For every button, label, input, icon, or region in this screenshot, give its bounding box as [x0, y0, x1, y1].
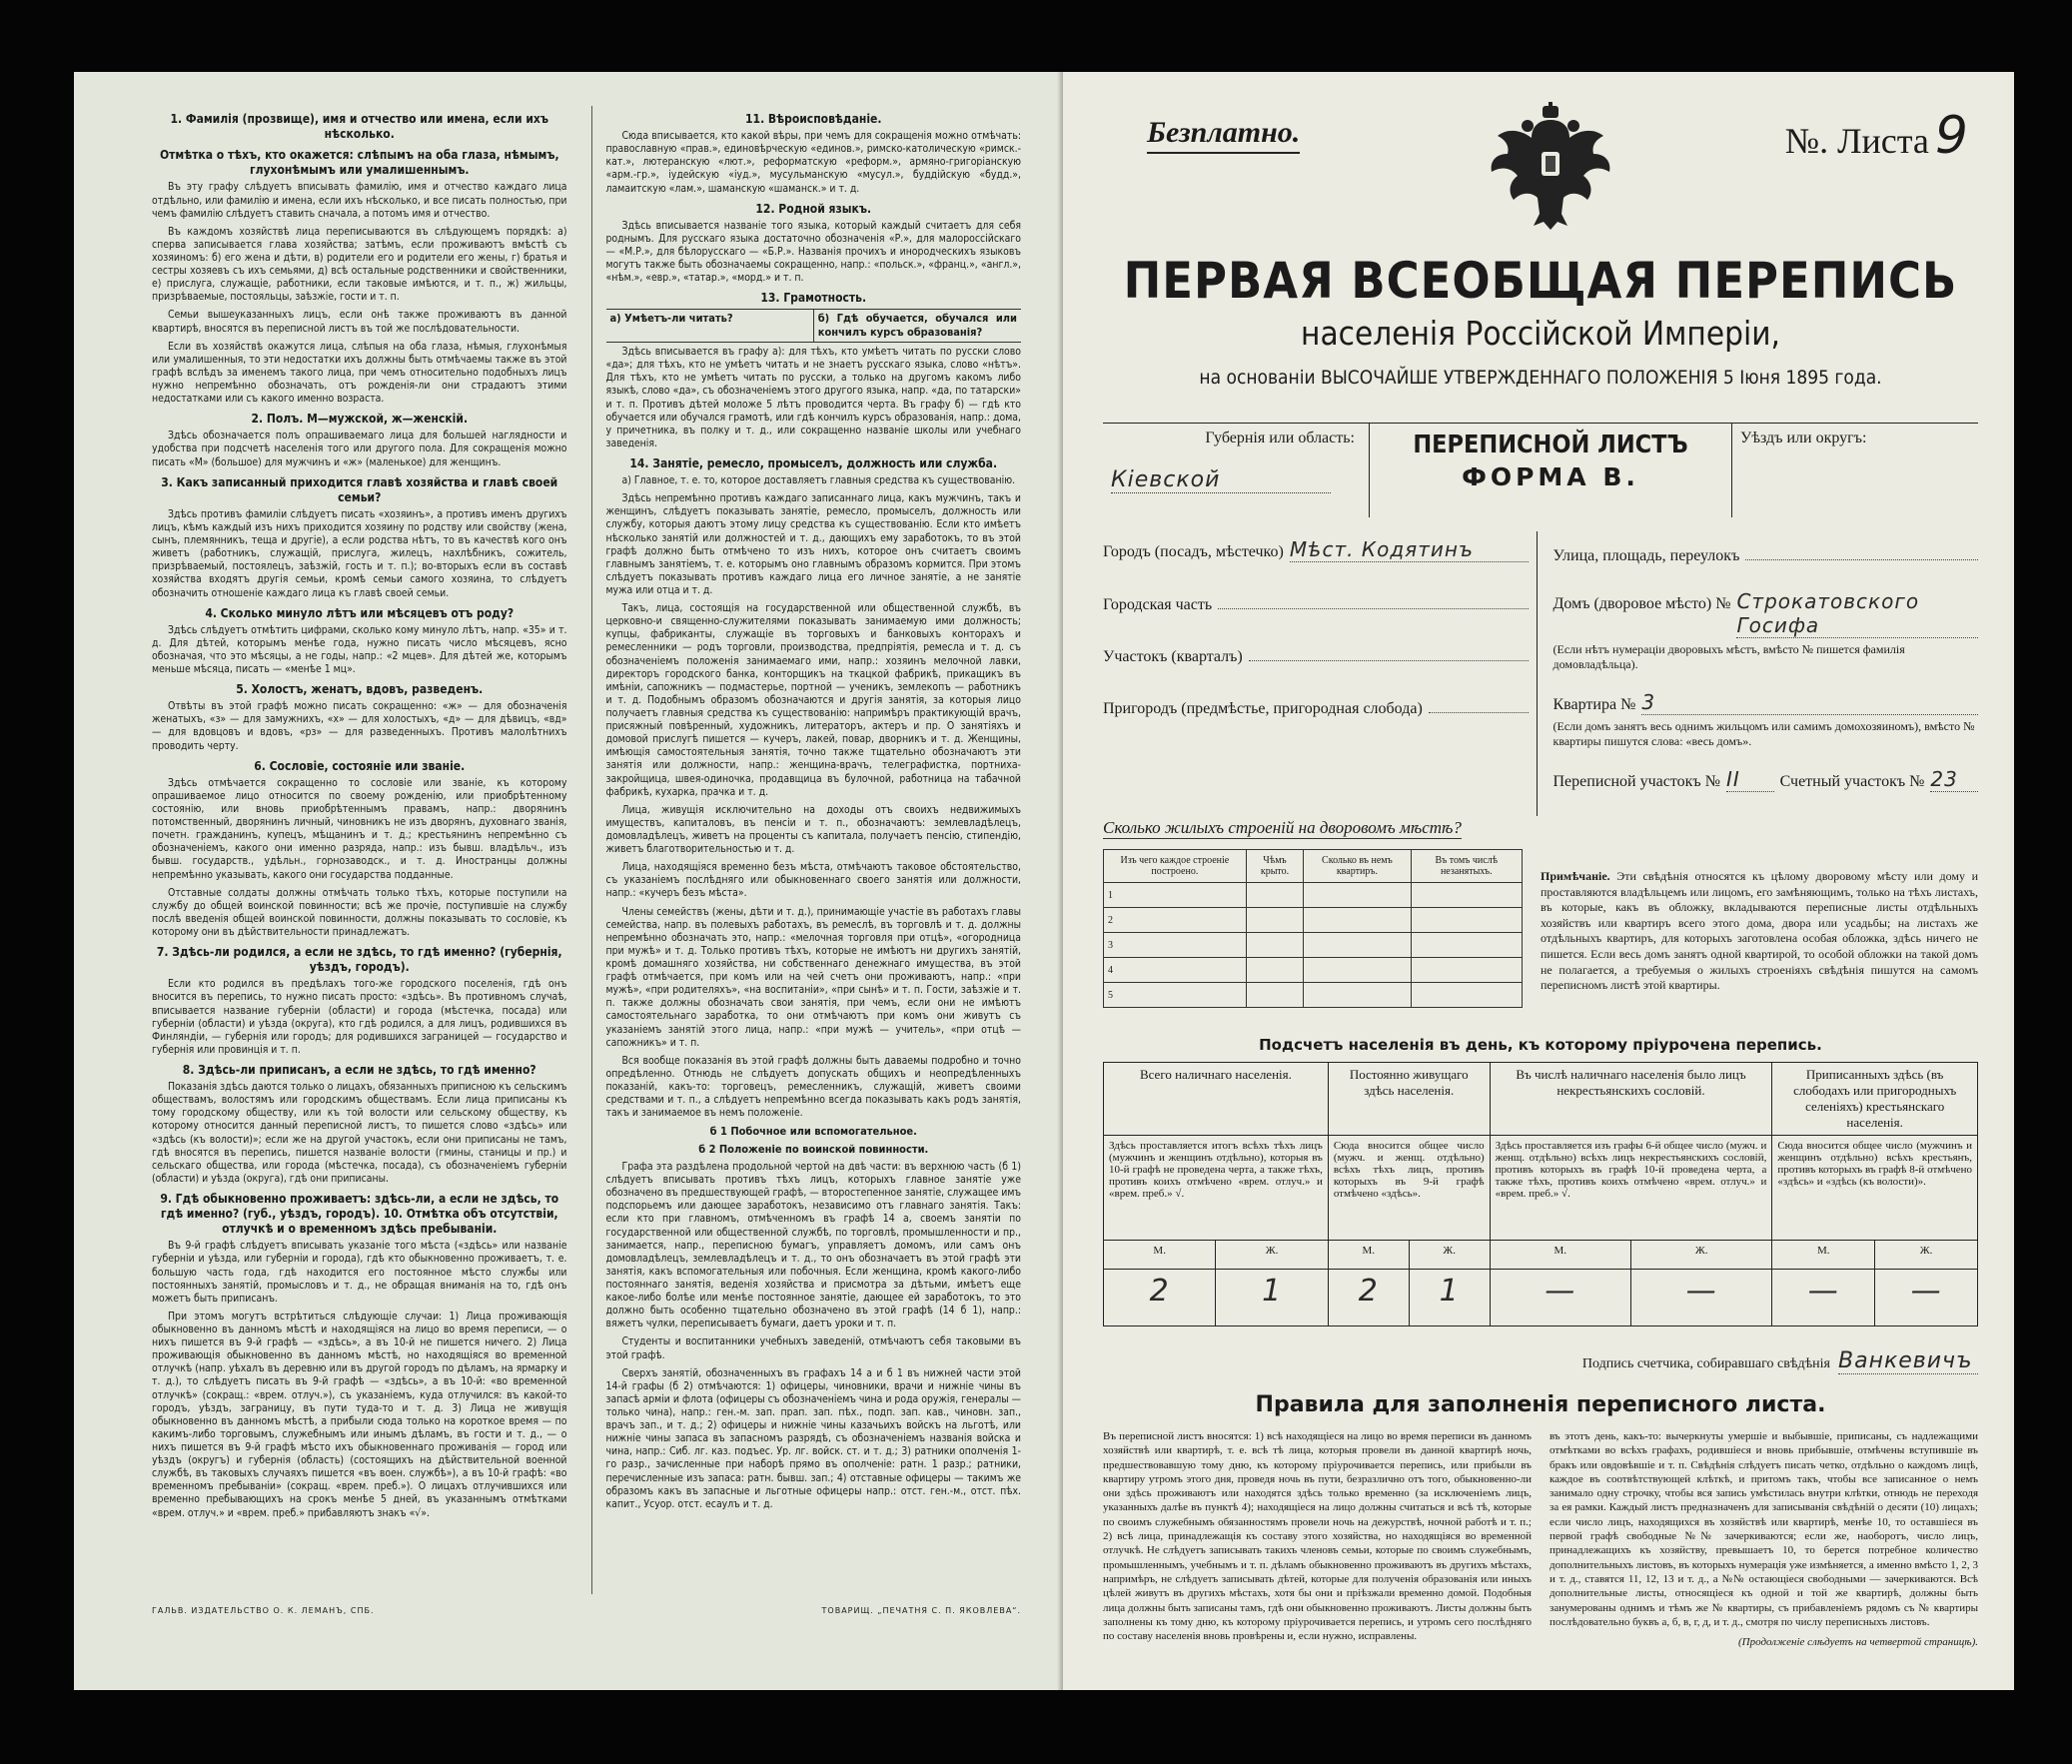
bld-row-number: 2 [1104, 908, 1247, 933]
section-heading: 9. Гдѣ обыкновенно проживаетъ: здѣсь-ли, а если не здѣсь, то гдѣ именно? (губ., уѣздъ, городъ). 10. Отмѣтка объ отсутствіи, отлучкѣ и о временномъ здѣсь пребываніи. [160, 1191, 559, 1237]
left-page [74, 72, 1063, 1690]
section-paragraph: Графа эта раздѣлена продольной чертой на двѣ части: въ верхнюю часть (б 1) слѣдуетъ вписывать противъ тѣхъ лицъ, которыхъ главное занятіе уже обозначено въ предшествующей графѣ, — второстепенное занятіе, служащее имъ подспорьемъ или дающее заработокъ, независимо отъ главнаго занятія. Такъ: если кто при главномъ, отмѣченномъ въ графѣ 14 а, своемъ занятіи по государственной или общественной службѣ, по торговлѣ, промышленности и пр., занимается, напр., переписною бумагъ, управляетъ домомъ, или самъ онъ домовладѣлецъ, землевладѣлецъ и т. д., то онъ обозначаетъ въ этой графѣ эти занятія, какъ вспомогательныя или побочныя. Если женщина, кромѣ какого-либо постояннаго занятія, веденія хозяйства и присмотра за дѣтьми, имѣетъ еще какое-либо болѣе или менѣе постоянное занятіе, дающее ей заработокъ, то это должно быть особенно тщательно обозначено въ этой графѣ (14 б 1), напр.: вяжетъ чулки, переписываетъ бумаги, даетъ уроки и т. п. [605, 1160, 1021, 1330]
count-value: 2 [1104, 1270, 1216, 1326]
section-paragraph: а) Главное, т. е. то, которое доставляетъ главныя средства къ существованію. [621, 474, 1016, 487]
count-value: 1 [1216, 1270, 1328, 1326]
suburb-value [1429, 690, 1529, 713]
table-row [1104, 908, 1523, 933]
count-value: — [1875, 1270, 1978, 1326]
count-header: Приписанныхъ здѣсь (въ слободахъ или пригородныхъ селеніяхъ) крестьянскаго населенія. [1772, 1063, 1978, 1136]
count-header: Въ числѣ наличнаго населенія было лицъ некрестьянскихъ сословій. [1490, 1063, 1772, 1136]
address-right [1538, 531, 1979, 816]
left-footer [152, 1606, 1021, 1615]
section-paragraph: Въ эту графу слѣдуетъ вписывать фамилію, имя и отчество каждаго лица отдѣльно, или фамилію и имена, если ихъ нѣсколько, и все писать полностью, при чемъ фамилію слѣдуетъ ставить сначала, а потомъ имя и отчество. [152, 181, 567, 220]
census-district-value: II [1726, 767, 1774, 792]
section-paragraph: Семьи вышеуказанныхъ лицъ, если онѣ также проживаютъ въ данной квартирѣ, вносятся въ переписной листъ въ той же послѣдовательности. [152, 309, 567, 335]
census-district-field [1554, 767, 1979, 792]
section-paragraph: Въ 9-й графѣ слѣдуетъ вписывать указаніе того мѣста («здѣсь» или названіе губерніи и уѣзда, или губерніи и города), гдѣ кто обыкновенно проживаетъ, т. е. большую часть года, гдѣ находится его постоянное мѣсто службы или постоянныхъ занятій, промысловъ и т. д., не обращая вниманія на то, гдѣ онъ можетъ быть приписанъ. [152, 1240, 567, 1305]
bld-row-number: 3 [1104, 933, 1247, 958]
city-part-label: Городская часть [1103, 596, 1213, 613]
form-subtitle: ФОРМА В. [1462, 462, 1639, 491]
count-header: Постоянно живущаго здѣсь населенія. [1328, 1063, 1490, 1136]
suburb-field [1103, 690, 1529, 718]
buildings-table [1103, 849, 1523, 1008]
section-paragraph: Здѣсь слѣдуетъ отмѣтить цифрами, сколько кому минуло лѣтъ, напр. «35» и т. д. Для дѣтей, которымъ менѣе года, нужно писать число мѣсяцевъ, ясно обозначая, что это мѣсяцы, а не годы, напр.: «2 мцев». Для дѣтей же, которымъ меньше мѣсяца, писать — «менѣе 1 мц». [152, 623, 567, 676]
section-heading: 14. Занятіе, ремесло, промыселъ, должность или служба. [629, 456, 998, 471]
section-paragraph: Сюда вписывается, кто какой вѣры, при чемъ для сокращенія можно отмѣчать: православную «прав.», единовѣрческую «единов.», римско-католическую «римск.-кат.», лютеранскую «лют.», реформатскую «реформ.», армяно-григоріанскую «арм.-гр.», іудейскую «іуд.», мусульманскую «мусул.», буддійскую «будд.», ламаитскую «лам.», шаманскую «шаманск.» и т. д. [605, 130, 1021, 195]
sheet-number-label: №. Листа [1784, 121, 1929, 161]
population-count-title: Подсчетъ населенія въ день, къ которому пріурочена перепись. [1259, 1036, 1822, 1054]
bld-header: Въ томъ числѣ незанятыхъ. [1411, 850, 1522, 883]
split-question [606, 309, 1022, 343]
section-paragraph: Здѣсь вписывается въ графу а): для тѣхъ, кто умѣетъ читать по русски слово «да»; для тѣхъ, кто не умѣетъ читать и не знаетъ русскаго языка, слово «нѣтъ». Для тѣхъ, кто не умѣетъ читать по русски, а только на другомъ какомъ либо языкѣ, слово «да», съ обозначеніемъ этого другого языка, напр. «да, по татарски» и т. п. Противъ дѣтей моложе 5 лѣтъ проводится черта. Въ графу б) — гдѣ кто обучается или обучался грамотѣ, или гдѣ кончилъ курсъ образованія, напр.: дома, у причетника, въ полку и т. д., или сокращенно названіе школы или учебнаго заведенія. [605, 346, 1021, 449]
left-column-2 [591, 106, 1022, 1594]
rules-column-2 [1550, 1429, 1978, 1649]
signature-value: Ванкевичъ [1838, 1348, 1978, 1374]
bld-row-number: 4 [1104, 958, 1247, 983]
free-label: Безплатно. [1147, 116, 1300, 154]
section-paragraph: При этомъ могутъ встрѣтиться слѣдующіе случаи: 1) Лица проживающія обыкновенно въ данномъ мѣстѣ и находящіяся на лицо во время переписи, — о нихъ пишется въ 9-й графѣ — «здѣсь», а въ 10-й не пишется ничего. 2) Лица проживающія обыкновенно въ данномъ мѣстѣ, но находящіяся во временной отлучкѣ (напр. уѣхалъ въ деревню или въ другой городъ по дѣламъ, на ярмарку и т. д.), то слѣдуетъ писать въ 9-й графѣ — «здѣсь», а въ 10-й: «во временной отлучкѣ» (сокращ.: «врем. отлуч.»), съ указаніемъ, куда отлучился: въ какой-то городъ, уѣздъ, заграницу, въ пути туда-то и т. д. 3) Лица не живущія обыкновенно въ данномъ мѣстѣ, а прибыли сюда только на короткое время — по какимъ-либо торговымъ, служебнымъ или инымъ дѣламъ, въ гости и т. д., — о нихъ пишется въ 9-й графѣ мѣсто ихъ обыкновеннаго проживанія — город или уѣздъ (округъ) и губернія (область) (состоящихъ на дѣйствительной военной службѣ, въ таковыхъ случаяхъ пишется «въ воен. службѣ»), а въ 10-й графѣ: «во временномъ пребываніи» (сокращ. «врем. преб.»). О лицахъ отлучившихся или временно пребывающихъ на срокъ менѣе 5 дней, въ указаннымъ отмѣтками «врем. отлуч.» и «врем. преб.» прибавляютъ знакъ «√». [152, 1310, 567, 1519]
province-value: Кіевской [1111, 467, 1331, 493]
rules-columns [1103, 1429, 1978, 1649]
note-text: Эти свѣдѣнія относятся къ цѣлому дворовому мѣсту или дому и проставляются владѣльцемъ или лицомъ, его замѣняющимъ, только на тѣхъ листахъ, въ которые, какъ въ обложку, вкладываются переписные листы отдѣльныхъ хозяйствъ или квартиръ всего этого дома, двора или усадьбы; на листахъ же отдѣльныхъ квартиръ, для которыхъ заготовлена особая обложка, здѣсь ничего не пишется. Если весь домъ занятъ одной квартирой, то особой обложки на такой домъ не полагается, а требуемыя о жилыхъ строеніяхъ свѣдѣнія пишутся на самомъ переписномъ листѣ этой квартиры. [1541, 869, 1979, 993]
section-heading: 13. Грамотность. [760, 291, 867, 306]
section-paragraph: Студенты и воспитанники учебныхъ заведеній, отмѣчаютъ себя таковыми въ этой графѣ. [605, 1335, 1021, 1361]
form-title: ПЕРЕПИСНОЙ ЛИСТЪ [1413, 430, 1688, 458]
buildings-note [1541, 869, 1978, 1008]
buildings-title: Сколько жилыхъ строеній на дворовомъ мѣстѣ? [1103, 818, 1462, 837]
section-paragraph: Если въ хозяйствѣ окажутся лица, слѣпыя на оба глаза, нѣмыя, глухонѣмыя или умалишенныя, то эти недостатки ихъ должны быть отмѣчаемы также въ этой графѣ вслѣдъ за именемъ такого лица, при чемъ относительно подобныхъ лицъ нужно непремѣнно обозначать, отъ рожденія-ли они страдаютъ этими недостатками или съ какого именно возраста. [152, 340, 567, 406]
left-column-1 [152, 106, 567, 1594]
sheet-number-value: 9 [1934, 106, 1968, 166]
address-left [1103, 531, 1538, 816]
section-paragraph: Члены семействъ (жены, дѣти и т. д.), принимающіе участіе въ работахъ главы семейства, напр. въ полевыхъ работахъ, въ ремеслѣ, въ торговлѣ и т. д. должны непремѣнно обозначать это, напр.: «мелочная торговля при отцѣ», «огородница при мужѣ» и т. д. Только противъ тѣхъ, которые не имѣютъ ни другихъ занятій, кромѣ домашняго хозяйства, ни собственнаго денежнаго имущества, въ этой графѣ отмѣчается, при комъ или на чей счетъ они проживаютъ, напр.: «при мужѣ», «при родителяхъ», «на воспитаніи», «при сынѣ» и т. п. Гости, заѣзжіе и т. п. также должны обозначать свои занятія, при чемъ, если они не имѣютъ самостоятельнаго заработка, то они отмѣчаютъ при комъ они живутъ съ указаніемъ занятій этого лица, напр.: «при мужѣ — учитель», «при отцѣ — сапожникъ» и т. п. [605, 905, 1021, 1049]
section-paragraph: Вся вообще показанія въ этой графѣ должны быть даваемы подробно и точно опредѣленно. Отнюдь не слѣдуетъ допускать общихъ и неопредѣленныхъ показаній, какъ-то: торговецъ, ремесленникъ, служащій, живетъ своими средствами и т. п., а слѣдуетъ непремѣнно всегда показывать какъ родъ занятія, такъ и занимаемое въ немъ положеніе. [605, 1054, 1021, 1120]
section-paragraph: Сверхъ занятій, обозначенныхъ въ графахъ 14 а и б 1 въ нижней части этой 14-й графы (б 2) отмѣчаются: 1) офицеры, чиновники, врачи и нижніе чины въ запасѣ арміи и флота (офицеры съ обозначеніемъ чина и рода оружія, генералы — только чина), напр.: ген.-м. зап. прап. зап. пѣх., подп. зап. кав., чиновн. зап., врачъ зап., и т. д.; 2) офицеры и нижніе чины казачьихъ войскъ на льготѣ, или нижніе чины запаса въ запасномъ разрядѣ, съ обозначеніемъ названія войска и чина, напр.: Сиб. лг. каз. подъес. Ур. лг. войск. ст. и т. д.; 3) ратники ополченія 1-го разр., зачисленные при наборѣ прямо въ ополченіе: ратн. 1 разр.; ратники, перечисленные изъ запаса: ратн. бывш. зап.; 4) отставные офицеры — такимъ же образомъ какъ въ запасные и льготные офицеры напр.: отст. ген.-м., отст. пѣх. капит., Усуор. отст. есаулъ и т. д. [605, 1366, 1021, 1510]
count-description: Здѣсь проставляется изъ графы 6-й общее число (мужч. и женщ. отдѣльно) всѣхъ лицъ некрестьянскихъ сословій, противъ которыхъ въ графѣ 10-й проведена черта, а также тѣхъ, противъ коихъ отмѣчено «врем. отлуч.» и «врем. преб.» √. [1490, 1136, 1772, 1241]
house-value: Строкатовского Госифа [1736, 589, 1978, 638]
apartment-note: (Если домъ занятъ весь однимъ жильцомъ или самимъ домохозяиномъ), вмѣсто № квартиры пишутся слова: «весь домъ». [1553, 719, 1975, 748]
table-row [1104, 883, 1523, 908]
district-cell [1732, 424, 1978, 517]
section-heading: 3. Какъ записанный приходится главѣ хозяйства и главѣ своей семьи? [161, 474, 558, 504]
sex-label: Ж. [1409, 1241, 1490, 1270]
section-heading: 4. Сколько минуло лѣтъ или мѣсяцевъ отъ роду? [205, 605, 515, 620]
count-description: Сюда вносится общее число (мужчинъ и женщинъ отдѣльно) всѣхъ крестьянъ, противъ которыхъ въ графѣ 8-й отмѣчено «здѣсь» и «здѣсь (къ волости)». [1772, 1136, 1978, 1241]
suburb-label: Пригородъ (предмѣстье, пригородная слобода) [1103, 700, 1423, 717]
sex-label: М. [1772, 1241, 1875, 1270]
province-label: Губернія или область: [1205, 430, 1355, 446]
section-heading: 1. Фамилія (прозвище), имя и отчество или имена, если ихъ нѣсколько. [170, 112, 548, 142]
section-paragraph: Если кто родился въ предѣлахъ того-же городского поселенія, гдѣ онъ вносится въ перепись, то нужно писать просто: «здѣсь». Въ противномъ случаѣ, вписывается название губерніи (области) и города (мѣстечка, посада) или губерніи (области) и уѣзда (округа), кто гдѣ родился, а для лицъ, родившихся въ Финляндіи, — губернія или городъ; для родившихся заграницей — государство и губернія или провинція и т. п. [152, 978, 567, 1056]
section-heading: 2. Полъ. М—мужской, ж—женскій. [251, 412, 469, 427]
note-title: Примѣчаніе. [1541, 869, 1610, 883]
town-field [1103, 537, 1529, 562]
sex-label: М. [1328, 1241, 1409, 1270]
town-label: Городъ (посадъ, мѣстечко) [1103, 543, 1284, 560]
section-heading: 8. Здѣсь-ли приписанъ, а если не здѣсь, то гдѣ именно? [182, 1063, 536, 1077]
apartment-field [1554, 690, 1979, 715]
section-paragraph: Здѣсь обозначается полъ опрашиваемаго лица для большей наглядности и удобства при подсчетѣ населенія того или другого пола. Для сокращенія можно писать «М» (большое) для мужчинъ и «ж» (маленькое) для женщинъ. [152, 430, 567, 468]
section-paragraph: Отставные солдаты должны отмѣчать только тѣхъ, которые поступили на службу до общей воинской повинности; всѣ же прочіе, поступившіе на службу послѣ введенія общей воинской повинности, должны показывать то сословіе, къ которому они въ дѣйствительности принадлежатъ. [152, 886, 567, 939]
city-part-value [1218, 586, 1528, 609]
count-value: — [1630, 1270, 1771, 1326]
section-heading: Отмѣтка о тѣхъ, кто окажется: слѣпымъ на оба глаза, нѣмымъ, глухонѣмымъ или умалишеннымъ. [159, 148, 559, 178]
sex-label: М. [1104, 1241, 1216, 1270]
district-label: Уѣздъ или округъ: [1740, 430, 1867, 446]
bld-header: Сколько въ немъ квартиръ. [1304, 850, 1411, 883]
census-district-label: Переписной участокъ № [1553, 773, 1720, 790]
form-header-row [1103, 423, 1978, 517]
census-subtitle: населенія Россійской Имперіи, [1301, 314, 1780, 353]
section-paragraph: Здѣсь отмѣчается сокращенно то сословіе или званіе, къ которому опрашиваемое лицо относится по своему рожденію, или приобрѣтенному состоянію, или вновь приобрѣтеннымъ правамъ, напр.: дворянинъ потомственный, дворянинъ личный, чиновникъ не изъ дворянъ, духовнаго званія, почетн. гражданинъ, купецъ, мѣщанинъ и т. д.; крестьянинъ непремѣнно съ обозначеніемъ, какого они именно разряда, напр.: изъ бывш. владѣльч., изъ бывш. государств., удѣльн., горнозаводск., и т. д. Иностранцы должны непремѣнно указывать, какого они государства подданные. [152, 776, 567, 881]
section-paragraph: Здѣсь вписывается названіе того языка, который каждый считаетъ для себя роднымъ. Для русскаго языка достаточно обозначенія «Р.», для малороссійскаго — «М.Р.», для бѣлорусскаго — «Б.Р.». Названія прочихъ и инородческихъ языковъ могутъ также быть обозначаемы сокращенно, напр.: «польск.», «франц.», «англ.», «нѣм.», «евр.», «татар.», «морд.» и т. п. [605, 219, 1021, 285]
count-value: — [1772, 1270, 1875, 1326]
signature-label: Подпись счетчика, собиравшаго свѣдѣнія [1581, 1356, 1830, 1371]
section-heading: 6. Сословіе, состояніе или званіе. [254, 758, 466, 773]
bld-row-number: 1 [1104, 883, 1247, 908]
counting-district-value: 23 [1930, 767, 1978, 792]
quarter-value [1249, 638, 1529, 661]
street-field [1554, 537, 1979, 565]
street-value [1745, 537, 1978, 560]
right-page [1063, 72, 2014, 1690]
section-subheading: б 1 Побочное или вспомогательное. [709, 1125, 917, 1139]
section-heading: 5. Холостъ, женатъ, вдовъ, разведенъ. [236, 682, 484, 697]
count-value: — [1490, 1270, 1630, 1326]
town-value: Мѣст. Кодятинъ [1290, 537, 1529, 562]
bld-row-number: 5 [1104, 983, 1247, 1008]
section-paragraph: Показанія здѣсь даются только о лицахъ, обязанныхъ приписною къ сельскимъ обществамъ, волостямъ или городскимъ обществамъ. Если лица приписаны къ тому городскому обществу, или къ той волости или сельскому обществу, къ которому относится данный переписной листъ, то пишется слово «здѣсь» или «здѣсь (къ волости)»; если же на другой участокъ, если они приписаны не тамъ, гдѣ вносятся въ перепись, пишется названіе волости (гмины, станицы и пр.) и сельскаго общества, или города (мѣстечка, посада), съ обозначеніемъ губерніи (области) и уѣзда (округа), гдѣ они приписаны. [152, 1081, 567, 1185]
population-count-table [1103, 1062, 1978, 1326]
table-row [1104, 958, 1523, 983]
section-subheading: б 2 Положеніе по воинской повинности. [698, 1143, 929, 1157]
section-heading: 7. Здѣсь-ли родился, а если не здѣсь, то гдѣ именно? (губернія, уѣздъ, городъ). [156, 945, 562, 975]
house-label: Домъ (дворовое мѣсто) № [1553, 595, 1731, 612]
house-note: (Если нѣтъ нумераціи дворовыхъ мѣстъ, вмѣсто № пишется фамилія домовладѣльца). [1553, 642, 1905, 671]
section-paragraph: Лица, находящіяся временно безъ мѣста, отмѣчаютъ таковое обстоятельство, съ указаніемъ послѣдняго или обыкновеннаго своего занятія или должности, напр.: «кучеръ безъ мѣста». [605, 861, 1021, 900]
count-value: 2 [1328, 1270, 1409, 1326]
census-title: ПЕРВАЯ ВСЕОБЩАЯ ПЕРЕПИСЬ [1123, 252, 1958, 310]
section-paragraph: Въ каждомъ хозяйствѣ лица переписываются въ слѣдующемъ порядкѣ: а) сперва записывается глава хозяйства; затѣмъ, если проживаютъ вмѣстѣ съ хозяиномъ: б) его жена и дѣти, в) родители его и родители его жены, г) братья и сестры хозяевъ съ ихъ семьями, д) всѣ остальные родственники и свойственники, е) прислуга, служащіе, работники, если таковые имѣются, и т. п., ж) жильцы, призрѣваемые, постояльцы, заѣзжіе, гости и т. п. [152, 225, 567, 304]
table-row [1104, 933, 1523, 958]
sex-label: Ж. [1630, 1241, 1771, 1270]
continuation-note: (Продолженіе слѣдуетъ на четвертой страницѣ). [1738, 1636, 1978, 1649]
count-description: Здѣсь проставляется итогъ всѣхъ тѣхъ лицъ (мужчинъ и женщинъ отдѣльно), которыя въ 10-й графѣ не проведена черта, а также тѣхъ, противъ коихъ отмѣчено «врем. отлуч.» и «врем. преб.» √. [1104, 1136, 1329, 1241]
sex-label: Ж. [1875, 1241, 1978, 1270]
city-part-field [1103, 586, 1529, 614]
sex-label: Ж. [1216, 1241, 1328, 1270]
split-question-a: а) Умѣетъ-ли читать? [609, 312, 733, 326]
bld-header: Изъ чего каждое строеніе построено. [1104, 850, 1247, 883]
apartment-label: Квартира № [1553, 696, 1636, 713]
rules-title: Правила для заполненія переписного листа. [1255, 1392, 1826, 1417]
legal-basis: на основаніи ВЫСОЧАЙШЕ УТВЕРЖДЕННАГО ПОЛОЖЕНІЯ 5 Іюня 1895 года. [1199, 367, 1882, 389]
form-title-cell [1370, 424, 1732, 517]
house-field [1554, 589, 1979, 638]
section-heading: 12. Родной языкъ. [755, 201, 872, 216]
count-description: Сюда вносится общее число (мужч. и женщ. отдѣльно) всѣхъ тѣхъ лицъ, противъ которыхъ въ 9-й графѣ отмѣчено «здѣсь». [1328, 1136, 1490, 1241]
counting-district-label: Счетный участокъ № [1779, 773, 1925, 790]
double-headed-eagle-icon [1488, 102, 1613, 232]
bld-header: Чѣмъ крыто. [1246, 850, 1304, 883]
count-header: Всего наличнаго населенія. [1104, 1063, 1329, 1136]
section-paragraph: Такъ, лица, состоящія на государственной или общественной службѣ, въ церковно-и священно-служителями показывать занимаемую ими должность; купцы, фабриканты, служащіе въ торговыхъ и банковыхъ конторахъ и ремесленники — родъ торговли, производства, предпріятія, ремесла и т. д. съ обозначеніемъ положенія занимаемаго ими, напр.: хозяинъ мелочной лавки, директоръ городского банка, конторщикъ на ткацкой фабрикѣ, прикащикъ въ имѣніи, сапожникъ — подмастерье, портной — ученикъ, землекопъ — работникъ и т. д. Подобнымъ образомъ обозначаются и другія занятія, за которыя лицо получаетъ главныя средства къ существованію: напримѣръ практикующій врачъ, присяжный повѣренный, художникъ, литераторъ, актеръ и пр. О занятіяхъ и домовой прислугѣ пишется — кучеръ, лакей, повар, дворникъ и т. д. Женщины, имѣющія самостоятельныя занятія, точно также тщательно обозначаютъ эти занятія или должности, напр.: женщина-врачъ, телеграфистка, портниха-закройщица, швея-одиночка, продавщица въ булочной, работница на табачной фабрикѣ, кухарка, прачка и т. д. [605, 602, 1021, 798]
enumerator-signature [1103, 1348, 1978, 1374]
quarter-field [1103, 638, 1529, 666]
apartment-value: 3 [1641, 690, 1978, 715]
top-row [1103, 102, 1978, 212]
section-paragraph: Лица, живущія исключительно на доходы отъ своихъ недвижимыхъ имуществъ, капиталовъ, въ пенсіи и т. п., обозначаютъ: землевладѣлецъ, домовладѣлецъ, живетъ на проценты съ капитала, получаетъ пенсію, стипендію, живетъ благотворительностью и т. д. [605, 803, 1021, 856]
buildings-area [1103, 849, 1978, 1008]
section-paragraph: Здѣсь непремѣнно противъ каждаго записаннаго лица, какъ мужчинъ, такъ и женщинъ, слѣдуетъ показывать занятіе, ремесло, промыселъ, должность или службу, которыя даютъ этому лицу средства къ существованію. Если кто имѣетъ нѣсколько занятій или должностей и т. д., дающихъ ему заработокъ, то въ этой графѣ должно быть отмѣчено то изъ нихъ, которое онъ считаетъ своимъ главнымъ занятіемъ, т. е. которымъ оно главнымъ образомъ кормится. При этомъ слѣдуетъ показывать противъ каждаго лица его личное занятіе, а не занятіе мужа или отца и т. д. [605, 492, 1021, 596]
street-label: Улица, площадь, переулокъ [1553, 547, 1740, 564]
section-paragraph: Отвѣты въ этой графѣ можно писать сокращенно: «ж» — для обозначенія женатыхъ, «з» — для замужнихъ, «х» — для холостыхъ, «д» — для дѣвицъ, «вд» — для вдовцовъ и вдовъ, «рз» — для разведенныхъ. Противъ малолѣтнихъ проводить черту. [152, 700, 567, 752]
table-row [1104, 983, 1523, 1008]
sex-label: М. [1490, 1241, 1630, 1270]
printer-right: ТОВАРИЩ. „ПЕЧАТНЯ С. П. ЯКОВЛЕВА“. [821, 1606, 1021, 1615]
count-value: 1 [1409, 1270, 1490, 1326]
printer-left: ГАЛЬВ. ИЗДАТЕЛЬСТВО О. К. ЛЕМАНЪ, СПБ. [152, 1606, 375, 1615]
quarter-label: Участокъ (кварталъ) [1103, 648, 1243, 665]
section-heading: 11. Вѣроисповѣданіе. [745, 112, 882, 126]
rules-column-1: Въ переписной листъ вносятся: 1) всѣ находящіеся на лицо во время переписи въ данномъ хозяйствѣ или квартирѣ, т. е. всѣ тѣ лица, которыя провели въ данной квартирѣ ночь, предшествовавшую тому дню, къ которому пріурочивается перепись, или прибыли въ квартиру утромъ этого дня, проведя ночь въ пути, безразлично отъ того, обыкновенно-ли они здѣсь проживаютъ или находятся здѣсь только временно (за исключеніемъ лицъ, указанныхъ далѣе въ пунктѣ 4); находящіеся на лицо должны считаться и всѣ тѣ, которые по своимъ служебнымъ обязанностямъ провели ночь на дежурствѣ, ночной работѣ и т. п.; 2) всѣ лица, принадлежащія къ составу этого хозяйства, но находящіяся во временной отлучкѣ. Не слѣдуетъ записывать такихъ членовъ семьи, которые по своимъ служебнымъ, промышленнымъ, учебнымъ и т. п. дѣламъ обыкновенно проживаютъ въ другихъ мѣстахъ, напримѣръ, не слѣдуетъ записывать дѣтей, которые для полученія образованія или иныхъ цѣлей живутъ въ другихъ мѣстахъ, хотя бы они и пріѣзжали временно домой. Подобныя лица должны быть записаны тамъ, гдѣ они обыкновенно проживаютъ. Листы должны быть заполнены къ тому дню, къ которому пріурочивается перепись, и утромъ сего послѣдняго по составу населенія вновь провѣрены и, если нужно, исправлены. [1103, 1430, 1532, 1643]
split-question-b: б) Гдѣ обучается, обучался или кончилъ курсъ образованія? [813, 310, 1021, 342]
sheet-number [1785, 106, 1968, 166]
address-block [1103, 531, 1978, 816]
province-cell [1103, 424, 1370, 517]
rules-column-2-text: въ этотъ день, какъ-то: вычеркнуты умершіе и выбывшіе, приписаны, съ надлежащими отмѣтками во всѣхъ графахъ, родившіеся и вновь прибывшіе, отмѣчены вступившіе въ бракъ или овдовѣвшіе и т. п. Свѣдѣнія слѣдуетъ писать четко, отдѣльно о каждомъ лицѣ, каждое въ соотвѣтствующей клѣткѣ, и притомъ такъ, чтобы все записанное о немъ занимало одну строчку, чтобы вся запись умѣстилась внутри клѣтки, отнюдь не переходя за ея рамки. Каждый листъ предназначенъ для записыванія свѣдѣній о десяти (10) лицахъ; если число лицъ, находящихся въ хозяйствѣ или квартирѣ, менѣе 10, то оставшіеся въ первой графѣ свободные №№ зачеркиваются; если же, наоборотъ, число лицъ, принадлежащихъ къ хозяйству, превышаетъ 10, то берется потребное количество дополнительныхъ листовъ, въ которыхъ нумерація уже измѣняется, а именно вмѣсто 1, 2, 3 и т. д., ставятся 11, 12, 13 и т. д., а №№ остающіеся свободными — зачеркиваются. Всѣ дополнительные листы, относящіеся къ одной и той же квартирѣ, должны быть занумерованы однимъ и тѣмъ же № квартиры, съ прибавленіемъ рядомъ съ № квартиры послѣдовательно буквъ а, б, в, г, д, и т. д., смотря по числу переписныхъ листовъ. [1550, 1430, 1978, 1628]
section-paragraph: Здѣсь противъ фамиліи слѣдуетъ писать «хозяинъ», а противъ именъ другихъ лицъ, кѣмъ каждый изъ нихъ приходится хозяину по родству или свойству (жена, сынъ, племянникъ, теща и другіе), а если родства нѣтъ, то въ качествѣ кого онъ живетъ (работникъ, служащій, прислуга, жилецъ, нахлѣбникъ, сожитель, призрѣваемый, постоялецъ, заѣзжій, гость и т. п.); во-вторыхъ если въ составѣ хозяйства входятъ другія семьи, кромѣ семьи самого хозяина, то слѣдуетъ обозначить отношеніе каждаго лица къ главѣ своей семьи. [152, 507, 567, 599]
